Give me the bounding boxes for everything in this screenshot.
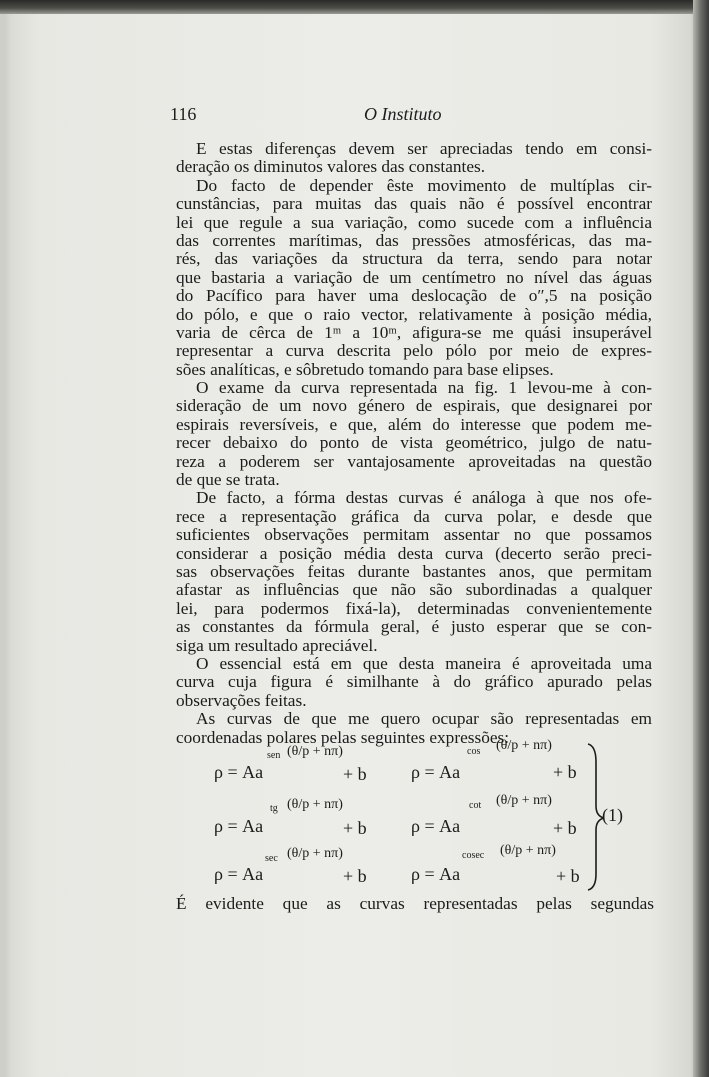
- continuation-line: É evidente que as curvas representadas pelas segundas: [176, 894, 654, 913]
- text-line: deração os diminutos valores das constantes.: [176, 157, 486, 177]
- text-line: de que se trata.: [176, 470, 280, 490]
- formula-function: sec: [265, 853, 278, 864]
- formula-function: tg: [270, 803, 278, 814]
- formula-exponent: (θ/p + nπ): [500, 843, 556, 858]
- formula-plus-b: + b: [343, 866, 367, 886]
- text-line: reza a poderem ser vantajosamente aproveitadas na questão: [176, 451, 652, 471]
- formula-plus-b: + b: [553, 818, 577, 838]
- formula-lhs: ρ = Aa: [214, 816, 264, 836]
- text-line: do Pacífico para haver uma deslocação de o″,5 na posição: [176, 286, 652, 306]
- formula-exponent: (θ/p + nπ): [287, 846, 343, 861]
- text-line: sas observações feitas durante bastantes anos, que permitam: [176, 561, 652, 581]
- left-scan-edge: [0, 14, 6, 1077]
- formula-function: cosec: [462, 850, 485, 861]
- text-line: curva cuja figura é similhante à do gráfico apurado pelas: [176, 672, 652, 692]
- text-line: As curvas de que me quero ocupar são representadas em: [196, 709, 652, 729]
- formula-plus-b: + b: [556, 866, 580, 886]
- text-line: considerar a posição média desta curva (decerto serão preci-: [176, 543, 652, 563]
- text-line: sideração de um novo género de espirais, que designarei por: [176, 396, 652, 416]
- text-line: suficientes observações permitam assentar no que possamos: [176, 525, 652, 545]
- formula-plus-b: + b: [343, 818, 367, 838]
- text-line: espirais reversíveis, e que, além do interesse que podem me-: [176, 414, 652, 434]
- text-line: O essencial está em que desta maneira é aproveitada uma: [196, 653, 652, 673]
- formula-plus-b: + b: [343, 764, 367, 784]
- text-line: varia de cêrca de 1ᵐ a 10ᵐ, afigura-se me quási insuperável: [176, 322, 652, 342]
- running-title: O Instituto: [364, 104, 442, 124]
- text-line: rés, das variações da structura da terra, sendo para notar: [176, 249, 652, 269]
- text-line: siga um resultado apreciável.: [176, 635, 378, 655]
- equation-number: (1): [602, 805, 623, 825]
- formula-function: cos: [467, 746, 481, 757]
- top-scan-edge: [0, 0, 709, 14]
- text-line: as constantes da fórmula geral, é justo esperar que se con-: [176, 617, 652, 637]
- text-line: das correntes marítimas, das pressões atmosféricas, das ma-: [176, 230, 652, 250]
- formula-exponent: (θ/p + nπ): [496, 738, 552, 753]
- formula-function: cot: [469, 800, 482, 811]
- text-line: De facto, a fórma destas curvas é análoga à que nos ofe-: [196, 488, 652, 508]
- formula-exponent: (θ/p + nπ): [496, 793, 552, 808]
- text-line: coordenadas polares pelas seguintes expressões:: [176, 727, 510, 747]
- formula-lhs: ρ = Aa: [214, 762, 264, 782]
- text-line: E estas diferenças devem ser apreciadas tendo em consi-: [196, 139, 652, 158]
- binding-edge: [693, 0, 709, 1077]
- text-line: rece a representação gráfica da curva polar, e desde que: [176, 506, 652, 526]
- text-line: Do facto de depender êste movimento de multíplas cir-: [196, 175, 652, 195]
- text-line: lei que regule a sua variação, como sucede com a influência: [176, 212, 652, 232]
- text-line: recer debaixo do ponto de vista geométrico, julgo de natu-: [176, 433, 652, 453]
- formula-exponent: (θ/p + nπ): [287, 744, 343, 759]
- text-line: que bastaria a variação de um centímetro no nível das águas: [176, 267, 652, 287]
- text-line: representar a curva descrita pelo pólo por meio de expres-: [176, 341, 652, 361]
- body-text: [176, 140, 652, 747]
- text-line: sões analíticas, e sôbretudo tomando para base elipses.: [176, 359, 554, 379]
- formula-lhs: ρ = Aa: [411, 864, 461, 884]
- text-line: cunstâncias, para muitas das quais não é possível encontrar: [176, 194, 652, 214]
- text-line: do pólo, e que o raio vector, relativamente à posição média,: [176, 304, 652, 324]
- formula-lhs: ρ = Aa: [411, 816, 461, 836]
- text-line: observações feitas.: [176, 690, 307, 710]
- page-number: 116: [170, 104, 197, 124]
- formula-plus-b: + b: [553, 762, 577, 782]
- formula-function: sen: [267, 750, 281, 761]
- formula-lhs: ρ = Aa: [214, 864, 264, 884]
- formula-lhs: ρ = Aa: [411, 762, 461, 782]
- text-line: lei, para podermos fixá-la), determinadas convenientemente: [176, 598, 652, 618]
- formula-exponent: (θ/p + nπ): [287, 797, 343, 812]
- text-line: afastar as influências que não são subordinadas a qualquer: [176, 580, 652, 600]
- text-line: O exame da curva representada na fig. 1 levou-me à con-: [196, 378, 652, 398]
